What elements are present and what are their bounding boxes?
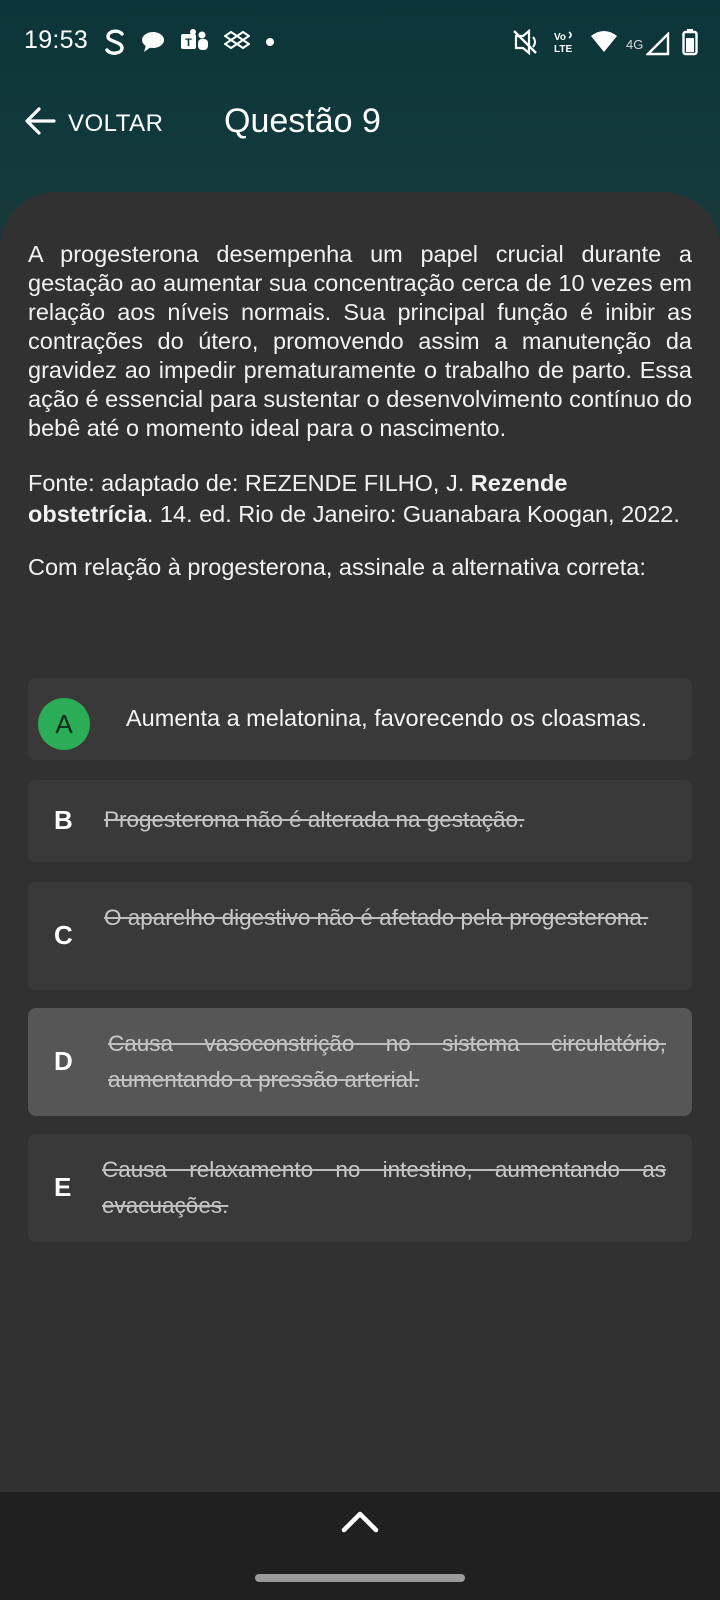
signal-4g-icon	[626, 26, 670, 58]
option-text-c: O aparelho digestivo não é afetado pela progesterona.	[104, 905, 649, 930]
source-suffix: . 14. ed. Rio de Janeiro: Guanabara Koogan, 2022.	[146, 501, 680, 527]
arrow-left-icon	[24, 106, 56, 141]
question-prompt: Com relação à progesterona, assinale a alternativa correta:	[28, 554, 646, 580]
option-letter-d: D	[54, 1046, 73, 1076]
option-text-a: Aumenta a melatonina, favorecendo os cloasmas.	[126, 705, 648, 731]
svg-text:LTE: LTE	[554, 44, 573, 55]
source-prefix: Fonte: adaptado de: REZENDE FILHO, J.	[28, 470, 471, 496]
status-notification-icons	[104, 26, 276, 58]
option-letter-b: B	[54, 805, 73, 835]
option-letter-a: A	[38, 698, 90, 750]
status-system-icons	[512, 26, 698, 58]
source-citation	[28, 468, 692, 530]
option-letter-e: E	[54, 1172, 72, 1202]
status-bar	[0, 0, 720, 88]
vibrate-off-icon	[512, 26, 540, 58]
option-text-b: Progesterona não é alterada na gestação.	[104, 807, 525, 832]
chevron-up-icon[interactable]	[340, 1508, 380, 1539]
back-label: VOLTAR	[68, 109, 164, 137]
svg-text:Vo: Vo	[554, 32, 567, 43]
wifi-icon	[590, 26, 618, 58]
volte-icon	[552, 26, 578, 58]
s-app-icon	[104, 26, 126, 58]
svg-text:T: T	[185, 37, 192, 49]
network-label: 4G	[626, 36, 644, 52]
chat-bubble-icon	[140, 26, 166, 58]
dot-icon	[264, 26, 276, 58]
status-time: 19:53	[24, 26, 89, 54]
source-title: Rezende obstetrícia	[28, 470, 568, 527]
option-letter-c: C	[54, 920, 73, 950]
option-a[interactable]	[28, 678, 692, 760]
battery-icon	[682, 26, 698, 58]
teams-icon	[180, 26, 210, 58]
option-e[interactable]	[28, 1134, 692, 1242]
bottom-bar	[0, 1492, 720, 1600]
app-bar	[0, 96, 720, 160]
option-c[interactable]	[28, 882, 692, 990]
back-button[interactable]	[24, 106, 163, 141]
option-text-e: Causa relaxamento no intestino, aumentando as evacuações.	[102, 1157, 666, 1218]
dropbox-icon	[224, 26, 250, 58]
question-card	[0, 192, 720, 1492]
question-text: A progesterona desempenha um papel crucial durante a gestação ao aumentar sua concentração cerca de 10 vezes em relação aos níveis normais. Sua principal função é inibir as contrações do útero, promovendo assim a manutenção da gravidez ao impedir prematuramente o trabalho de parto. Essa ação é essencial para sustentar o desenvolvimento contínuo do bebê até o momento ideal para o nascimento.	[28, 241, 692, 441]
page-title: Questão 9	[224, 102, 381, 140]
home-indicator[interactable]	[255, 1574, 465, 1582]
option-b[interactable]	[28, 780, 692, 862]
option-d[interactable]	[28, 1008, 692, 1116]
option-text-d: Causa vasoconstrição no sistema circulatório, aumentando a pressão arterial.	[108, 1031, 666, 1092]
